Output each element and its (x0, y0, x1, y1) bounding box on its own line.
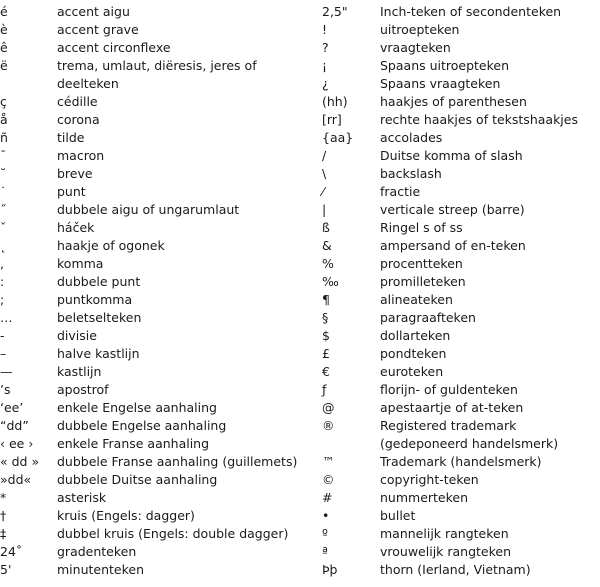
symbol-glyph: [rr] (322, 112, 342, 127)
glossary-row (0, 417, 318, 435)
symbol-glyph: Þþ (322, 562, 338, 577)
glossary-row (0, 219, 318, 237)
symbol-description: tilde (57, 130, 85, 145)
glossary-row (322, 165, 600, 183)
symbol-description: accolades (380, 130, 443, 145)
glossary-row (322, 39, 600, 57)
symbol-glyph: ⁄ (322, 184, 325, 199)
symbol-description: kruis (Engels: dagger) (57, 508, 195, 523)
symbol-description: komma (57, 256, 104, 271)
symbol-description: copyright-teken (380, 472, 479, 487)
glossary-row (0, 291, 318, 309)
symbol-description: Trademark (handelsmerk) (380, 454, 542, 469)
glossary-row (322, 93, 600, 111)
glossary-row (322, 327, 600, 345)
symbol-description: Duitse komma of slash (380, 148, 523, 163)
symbol-glyph: ˛ (0, 238, 7, 253)
symbol-glyph: ‡ (0, 526, 7, 541)
glossary-row (0, 201, 318, 219)
symbol-glyph: ’s (0, 382, 11, 397)
symbol-glyph: “dd” (0, 418, 29, 433)
symbol-glyph: ˘ (0, 166, 7, 181)
glossary-row (322, 561, 600, 579)
symbol-description: vrouwelijk rangteken (380, 544, 512, 559)
symbol-glyph: , (0, 256, 4, 271)
glossary-row (322, 219, 600, 237)
symbol-description: dubbele punt (57, 274, 141, 289)
symbol-glyph: ˝ (0, 202, 7, 217)
glossary-row (0, 489, 318, 507)
symbol-description: dubbel kruis (Engels: double dagger) (57, 526, 289, 541)
symbol-description: dubbele aigu of ungarumlaut (57, 202, 240, 217)
symbol-glyph: ! (322, 22, 328, 37)
symbol-glyph: — (0, 364, 13, 379)
glossary-row (322, 525, 600, 543)
glossary-row (322, 507, 600, 525)
symbol-description: Spaans uitroepteken (380, 58, 510, 73)
symbol-glyph: € (322, 364, 330, 379)
glossary-row (0, 129, 318, 147)
symbol-description: ampersand of en-teken (380, 238, 526, 253)
symbol-description: punt (57, 184, 86, 199)
glossary-row (0, 183, 318, 201)
glossary-row (322, 255, 600, 273)
symbol-glyph: £ (322, 346, 330, 361)
symbol-description: gradenteken (57, 544, 137, 559)
glossary-row (322, 111, 600, 129)
symbol-description: breve (57, 166, 93, 181)
symbol-glyph: : (0, 274, 5, 289)
symbol-description: enkele Franse aanhaling (57, 436, 210, 451)
symbol-glyph: # (322, 490, 333, 505)
symbol-glyph: ? (322, 40, 329, 55)
symbol-glyph: & (322, 238, 332, 253)
symbol-description: haakjes of parenthesen (380, 94, 527, 109)
symbol-description: backslash (380, 166, 442, 181)
glossary-row (0, 237, 318, 255)
glossary-row (0, 507, 318, 525)
symbol-glyph: ¡ (322, 58, 328, 73)
symbol-description: apestaartje of at-teken (380, 400, 524, 415)
glossary-row (0, 93, 318, 111)
glossary-row (0, 327, 318, 345)
symbol-glyph: ß (322, 220, 330, 235)
glossary-row (0, 561, 318, 579)
glossary-row (322, 57, 600, 75)
glossary-row (0, 165, 318, 183)
symbol-description: dubbele Duitse aanhaling (57, 472, 218, 487)
glossary-row (0, 273, 318, 291)
glossary-row (322, 273, 600, 291)
glossary-row (0, 111, 318, 129)
symbol-glyph: ç (0, 94, 7, 109)
glossary-row (0, 543, 318, 561)
symbol-description: Ringel s of ss (380, 220, 463, 235)
symbol-description: nummerteken (380, 490, 469, 505)
glossary-row (322, 75, 600, 93)
glossary-row (0, 255, 318, 273)
symbol-description: Inch-teken of secondenteken (380, 4, 562, 19)
symbol-glyph: ë (0, 58, 8, 73)
symbol-glyph: † (0, 508, 7, 523)
glossary-row (322, 345, 600, 363)
symbol-glyph: © (322, 472, 335, 487)
symbol-description: accent aigu (57, 4, 130, 19)
symbol-description: halve kastlijn (57, 346, 140, 361)
symbol-glyph: å (0, 112, 8, 127)
glossary-row (322, 363, 600, 381)
symbol-description: rechte haakjes of tekstshaakjes (380, 112, 578, 127)
symbol-glyph: (hh) (322, 94, 348, 109)
symbol-glyph: ¿ (322, 76, 329, 91)
glossary-row (322, 381, 600, 399)
symbol-description: euroteken (380, 364, 444, 379)
right-column (322, 3, 600, 579)
symbol-description: thorn (Ierland, Vietnam) (380, 562, 531, 577)
symbol-glyph: 5' (0, 562, 12, 577)
symbol-description: pondteken (380, 346, 447, 361)
symbol-description: bullet (380, 508, 416, 523)
symbol-glyph: 2,5" (322, 4, 348, 19)
glossary-row (0, 399, 318, 417)
symbol-description: puntkomma (57, 292, 133, 307)
symbol-description: cédille (57, 94, 98, 109)
symbol-glyph: è (0, 22, 8, 37)
symbol-description: fractie (380, 184, 421, 199)
symbol-glyph: ª (322, 544, 328, 559)
symbol-glyph: 24˚ (0, 544, 23, 559)
symbol-glyph: « dd » (0, 454, 40, 469)
symbol-description: promilleteken (380, 274, 466, 289)
symbol-glyph: % (322, 256, 334, 271)
symbol-description: haakje of ogonek (57, 238, 165, 253)
glossary-row (322, 309, 600, 327)
symbol-glyph: »dd« (0, 472, 32, 487)
glossary-row (0, 147, 318, 165)
symbol-glyph: ; (0, 292, 5, 307)
glossary-row (322, 237, 600, 255)
symbol-description: mannelijk rangteken (380, 526, 509, 541)
glossary-row (0, 57, 318, 93)
symbol-glyph: \ (322, 166, 327, 181)
symbol-glyph: ‹ ee › (0, 436, 34, 451)
symbol-glyph: – (0, 346, 7, 361)
symbol-glyph: @ (322, 400, 335, 415)
glossary-row (322, 399, 600, 417)
glossary-row (322, 417, 600, 453)
glossary-row (322, 21, 600, 39)
symbol-description: dubbele Franse aanhaling (guillemets) (57, 454, 298, 469)
symbol-glyph: • (322, 508, 330, 523)
glossary-row (322, 489, 600, 507)
glossary-row (322, 147, 600, 165)
glossary-row (0, 309, 318, 327)
symbol-description: macron (57, 148, 105, 163)
symbol-description: beletselteken (57, 310, 142, 325)
symbol-description: uitroepteken (380, 22, 460, 37)
glossary-row (322, 543, 600, 561)
glossary-row (322, 183, 600, 201)
symbol-description: enkele Engelse aanhaling (57, 400, 217, 415)
symbol-glyph: | (322, 202, 327, 217)
symbol-glyph: {aa} (322, 130, 354, 145)
symbol-description: trema, umlaut, diëresis, jeres of deelteken (57, 58, 257, 91)
symbol-description: corona (57, 112, 100, 127)
symbol-glyph: ˇ (0, 220, 7, 235)
symbol-glyph: / (322, 148, 327, 163)
glossary-row (0, 453, 318, 471)
glossary-row (0, 363, 318, 381)
symbol-description: divisie (57, 328, 97, 343)
symbol-glyph: ñ (0, 130, 8, 145)
left-column (0, 3, 318, 579)
glossary-row (322, 3, 600, 21)
glossary-row (0, 525, 318, 543)
symbol-description: florijn- of guldenteken (380, 382, 518, 397)
symbol-description: accent circonflexe (57, 40, 171, 55)
symbol-glyph: º (322, 526, 328, 541)
symbol-glyph: ® (322, 418, 335, 433)
symbol-glyph: ‘ee’ (0, 400, 24, 415)
symbol-glyph: - (0, 328, 5, 343)
symbol-description: paragraafteken (380, 310, 476, 325)
glossary-row (0, 3, 318, 21)
symbol-description: asterisk (57, 490, 107, 505)
symbol-glyph: ¶ (322, 292, 330, 307)
glossary-row (0, 435, 318, 453)
glossary-row (0, 21, 318, 39)
symbol-description: procentteken (380, 256, 463, 271)
symbol-glyph: … (0, 310, 13, 325)
symbol-description: minutenteken (57, 562, 145, 577)
symbol-description: kastlijn (57, 364, 102, 379)
symbol-glyph: § (322, 310, 329, 325)
glossary-row (322, 201, 600, 219)
glossary-row (0, 39, 318, 57)
glossary-row (0, 381, 318, 399)
symbol-glyph: é (0, 4, 8, 19)
symbol-description: dollarteken (380, 328, 451, 343)
symbol-glyph: ¯ (0, 148, 7, 163)
symbol-glyph: ˙ (0, 184, 7, 199)
symbol-glyph: ƒ (322, 382, 327, 397)
symbol-glyph: ‰ (322, 274, 339, 289)
glossary-row (322, 291, 600, 309)
glossary-row (322, 453, 600, 471)
symbol-description: alineateken (380, 292, 453, 307)
glossary-row (0, 471, 318, 489)
symbol-description: verticale streep (barre) (380, 202, 525, 217)
symbol-description: Registered trademark (gedeponeerd handelsmerk) (380, 418, 559, 451)
symbol-glyph: * (0, 490, 7, 505)
symbol-glyph: ê (0, 40, 8, 55)
symbol-description: dubbele Engelse aanhaling (57, 418, 227, 433)
symbol-description: vraagteken (380, 40, 451, 55)
symbol-description: háček (57, 220, 95, 235)
symbol-glyph: ™ (322, 454, 335, 469)
glossary-row (0, 345, 318, 363)
glossary-row (322, 129, 600, 147)
symbol-description: Spaans vraagteken (380, 76, 501, 91)
symbol-glyph: $ (322, 328, 330, 343)
symbol-description: apostrof (57, 382, 109, 397)
symbol-description: accent grave (57, 22, 139, 37)
glossary-row (322, 471, 600, 489)
